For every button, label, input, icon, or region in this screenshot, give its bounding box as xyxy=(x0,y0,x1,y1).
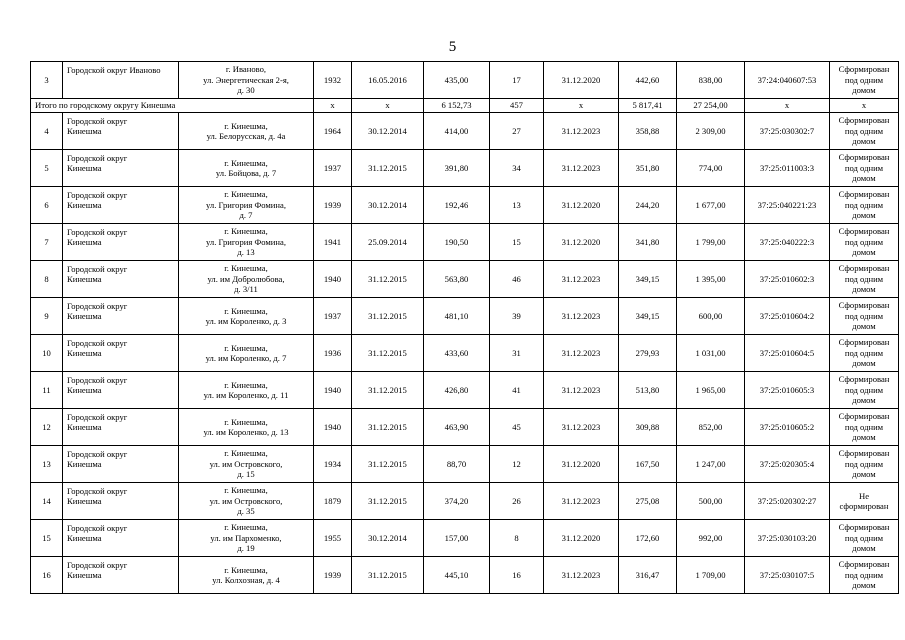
area-cell: 192,46 xyxy=(424,187,490,224)
table-row xyxy=(31,483,899,520)
area-value-cell: 275,08 xyxy=(619,483,677,520)
municipality-cell-line: Городской округ xyxy=(67,560,128,570)
address-cell-line: ул. им Короленко, д. 11 xyxy=(203,390,289,400)
row-number-cell: 5 xyxy=(31,150,63,187)
total-date1-cell: x xyxy=(352,99,424,113)
table-row xyxy=(31,224,899,261)
municipality-cell xyxy=(63,113,179,150)
table-row xyxy=(31,335,899,372)
address-cell xyxy=(179,335,314,372)
address-cell-line: д. 30 xyxy=(237,85,255,96)
land-plot-status-cell-line: под одним xyxy=(844,125,884,136)
address-cell xyxy=(179,62,314,99)
municipality-cell xyxy=(63,187,179,224)
municipality-cell-line: Городской округ xyxy=(67,412,128,422)
land-plot-status-cell-line: домом xyxy=(852,580,876,591)
municipality-cell-line: Городской округ xyxy=(67,338,128,348)
row-number-cell: 12 xyxy=(31,409,63,446)
address-cell-line: д. 13 xyxy=(237,247,255,258)
land-plot-status-cell xyxy=(830,409,899,446)
housing-registry-table xyxy=(30,61,899,594)
table-row xyxy=(31,557,899,594)
land-plot-status-cell-line: Сформирован xyxy=(838,64,890,75)
cost-cell: 1 965,00 xyxy=(677,372,745,409)
residents-cell: 8 xyxy=(490,520,544,557)
cadastral-number-cell: 37:25:010605:3 xyxy=(745,372,830,409)
address-cell-line: г. Иваново, xyxy=(225,64,267,75)
deadline-cell: 31.12.2023 xyxy=(544,261,619,298)
row-number-cell: 14 xyxy=(31,483,63,520)
municipality-cell-line: Кинешма xyxy=(67,200,102,211)
table-row xyxy=(31,187,899,224)
cost-cell: 1 709,00 xyxy=(677,557,745,594)
address-cell-line: ул. им Островского, xyxy=(209,495,283,506)
address-cell-line: г. Кинешма, xyxy=(224,485,268,496)
area-cell: 88,70 xyxy=(424,446,490,483)
date-cell: 31.12.2015 xyxy=(352,372,424,409)
cost-cell: 774,00 xyxy=(677,150,745,187)
land-plot-status-cell-line: домом xyxy=(852,136,876,147)
land-plot-status-cell xyxy=(830,62,899,99)
land-plot-status-cell-line: домом xyxy=(852,543,876,554)
address-cell-line: ул. им Пархоменко, xyxy=(210,532,282,543)
cadastral-number-cell: 37:24:040607:53 xyxy=(745,62,830,99)
row-number-cell: 4 xyxy=(31,113,63,150)
date-cell: 31.12.2015 xyxy=(352,298,424,335)
address-cell-line: ул. им Добролюбова, xyxy=(207,273,285,284)
municipality-cell-line: Кинешма xyxy=(67,496,102,507)
date-cell: 31.12.2015 xyxy=(352,409,424,446)
address-cell-line: д. 3/11 xyxy=(234,284,258,295)
cost-cell: 838,00 xyxy=(677,62,745,99)
municipality-cell xyxy=(63,335,179,372)
land-plot-status-cell-line: Сформирован xyxy=(838,559,890,570)
date-cell: 31.12.2015 xyxy=(352,557,424,594)
date-cell: 31.12.2015 xyxy=(352,150,424,187)
year-built-cell: 1936 xyxy=(314,335,352,372)
municipality-cell-line: Кинешма xyxy=(67,163,102,174)
land-plot-status-cell-line: под одним xyxy=(844,458,884,469)
table-row xyxy=(31,261,899,298)
year-built-cell: 1941 xyxy=(314,224,352,261)
residents-cell: 41 xyxy=(490,372,544,409)
municipality-cell-line: Городской округ xyxy=(67,264,128,274)
year-built-cell: 1879 xyxy=(314,483,352,520)
area-cell: 563,80 xyxy=(424,261,490,298)
cost-cell: 1 677,00 xyxy=(677,187,745,224)
deadline-cell: 31.12.2023 xyxy=(544,372,619,409)
land-plot-status-cell-line: Сформирован xyxy=(838,152,890,163)
cadastral-number-cell: 37:25:011003:3 xyxy=(745,150,830,187)
area-value-cell: 244,20 xyxy=(619,187,677,224)
land-plot-status-cell-line: домом xyxy=(852,469,876,480)
land-plot-status-cell-line: домом xyxy=(852,432,876,443)
municipality-cell-line: Городской округ xyxy=(67,190,128,200)
area-value-cell: 358,88 xyxy=(619,113,677,150)
total-count-cell: 457 xyxy=(490,99,544,113)
municipality-cell-line: Кинешма xyxy=(67,237,102,248)
cadastral-number-cell: 37:25:010604:2 xyxy=(745,298,830,335)
address-cell-line: г. Кинешма, xyxy=(224,448,268,459)
row-number-cell: 13 xyxy=(31,446,63,483)
year-built-cell: 1940 xyxy=(314,372,352,409)
municipality-cell-line: Городской округ xyxy=(67,375,128,385)
residents-cell: 31 xyxy=(490,335,544,372)
land-plot-status-cell-line: под одним xyxy=(844,310,884,321)
address-cell-line: г. Кинешма, xyxy=(224,379,268,390)
area-value-cell: 316,47 xyxy=(619,557,677,594)
address-cell xyxy=(179,261,314,298)
municipality-cell-line: Кинешма xyxy=(67,422,102,433)
deadline-cell: 31.12.2020 xyxy=(544,446,619,483)
land-plot-status-cell-line: под одним xyxy=(844,384,884,395)
cost-cell: 1 247,00 xyxy=(677,446,745,483)
cost-cell: 600,00 xyxy=(677,298,745,335)
address-cell-line: ул. им Короленко, д. 7 xyxy=(205,353,287,363)
residents-cell: 16 xyxy=(490,557,544,594)
deadline-cell: 31.12.2023 xyxy=(544,298,619,335)
address-cell-line: ул. Колхозная, д. 4 xyxy=(212,575,280,585)
land-plot-status-cell-line: домом xyxy=(852,358,876,369)
land-plot-status-cell xyxy=(830,372,899,409)
land-plot-status-cell-line: под одним xyxy=(844,532,884,543)
row-number-cell: 15 xyxy=(31,520,63,557)
municipality-cell-line: Городской округ xyxy=(67,227,128,237)
year-built-cell: 1939 xyxy=(314,187,352,224)
municipality-cell-line: Кинешма xyxy=(67,348,102,359)
municipality-cell-line: Кинешма xyxy=(67,274,102,285)
municipality-cell-line: Кинешма xyxy=(67,459,102,470)
total-val1-cell: 5 817,41 xyxy=(619,99,677,113)
area-value-cell: 309,88 xyxy=(619,409,677,446)
cadastral-number-cell: 37:25:020302:27 xyxy=(745,483,830,520)
area-cell: 463,90 xyxy=(424,409,490,446)
land-plot-status-cell-line: под одним xyxy=(844,273,884,284)
date-cell: 31.12.2015 xyxy=(352,483,424,520)
residents-cell: 15 xyxy=(490,224,544,261)
municipality-cell-line: Кинешма xyxy=(67,533,102,544)
land-plot-status-cell xyxy=(830,261,899,298)
municipality-cell-line: Городской округ xyxy=(67,301,128,311)
area-cell: 445,10 xyxy=(424,557,490,594)
address-cell-line: д. 15 xyxy=(237,469,255,480)
address-cell-line: д. 19 xyxy=(237,543,255,554)
total-row xyxy=(31,99,899,113)
area-value-cell: 349,15 xyxy=(619,298,677,335)
year-built-cell: 1955 xyxy=(314,520,352,557)
municipality-cell xyxy=(63,483,179,520)
area-cell: 190,50 xyxy=(424,224,490,261)
area-cell: 481,10 xyxy=(424,298,490,335)
municipality-cell-line: Кинешма xyxy=(67,385,102,396)
land-plot-status-cell-line: домом xyxy=(852,173,876,184)
address-cell xyxy=(179,113,314,150)
address-cell xyxy=(179,298,314,335)
land-plot-status-cell-line: сформирован xyxy=(839,501,889,511)
deadline-cell: 31.12.2020 xyxy=(544,520,619,557)
land-plot-status-cell-line: Сформирован xyxy=(838,522,890,533)
cost-cell: 1 799,00 xyxy=(677,224,745,261)
deadline-cell: 31.12.2023 xyxy=(544,409,619,446)
address-cell-line: д. 7 xyxy=(239,210,253,221)
cadastral-number-cell: 37:25:030103:20 xyxy=(745,520,830,557)
municipality-cell xyxy=(63,150,179,187)
land-plot-status-cell-line: Сформирован xyxy=(838,337,890,348)
date-cell: 30.12.2014 xyxy=(352,520,424,557)
cost-cell: 852,00 xyxy=(677,409,745,446)
address-cell xyxy=(179,372,314,409)
residents-cell: 27 xyxy=(490,113,544,150)
land-plot-status-cell-line: Не xyxy=(858,490,870,501)
land-plot-status-cell-line: домом xyxy=(852,247,876,258)
residents-cell: 46 xyxy=(490,261,544,298)
municipality-cell xyxy=(63,409,179,446)
year-built-cell: 1940 xyxy=(314,409,352,446)
residents-cell: 12 xyxy=(490,446,544,483)
cadastral-number-cell: 37:25:020305:4 xyxy=(745,446,830,483)
land-plot-status-cell xyxy=(830,224,899,261)
page-number: 5 xyxy=(448,39,457,55)
cadastral-number-cell: 37:25:040222:3 xyxy=(745,224,830,261)
address-cell xyxy=(179,150,314,187)
area-cell: 391,80 xyxy=(424,150,490,187)
municipality-cell-line: Городской округ xyxy=(67,449,128,459)
address-cell-line: ул. Григория Фомина, xyxy=(206,236,286,247)
year-built-cell: 1937 xyxy=(314,298,352,335)
cadastral-number-cell: 37:25:040221:23 xyxy=(745,187,830,224)
land-plot-status-cell-line: под одним xyxy=(844,347,884,358)
municipality-cell-line: Кинешма xyxy=(67,311,102,322)
table-row xyxy=(31,372,899,409)
row-number-cell: 9 xyxy=(31,298,63,335)
cadastral-number-cell: 37:25:030107:5 xyxy=(745,557,830,594)
year-built-cell: 1964 xyxy=(314,113,352,150)
row-number-cell: 10 xyxy=(31,335,63,372)
date-cell: 25.09.2014 xyxy=(352,224,424,261)
residents-cell: 13 xyxy=(490,187,544,224)
deadline-cell: 31.12.2023 xyxy=(544,335,619,372)
address-cell-line: ул. им Короленко, д. 13 xyxy=(203,427,289,437)
municipality-cell-line: Городской округ xyxy=(67,153,128,163)
land-plot-status-cell xyxy=(830,446,899,483)
address-cell-line: г. Кинешма, xyxy=(224,522,268,533)
total-year-cell: x xyxy=(314,99,352,113)
date-cell: 30.12.2014 xyxy=(352,187,424,224)
municipality-cell xyxy=(63,372,179,409)
municipality-cell xyxy=(63,62,179,99)
land-plot-status-cell xyxy=(830,113,899,150)
address-cell-line: ул. Белорусская, д. 4а xyxy=(206,131,286,141)
date-cell: 31.12.2015 xyxy=(352,335,424,372)
date-cell: 31.12.2015 xyxy=(352,446,424,483)
land-plot-status-cell xyxy=(830,150,899,187)
area-value-cell: 172,60 xyxy=(619,520,677,557)
cadastral-number-cell: 37:25:010602:3 xyxy=(745,261,830,298)
area-cell: 414,00 xyxy=(424,113,490,150)
row-number-cell: 11 xyxy=(31,372,63,409)
land-plot-status-cell-line: домом xyxy=(852,321,876,332)
table-body xyxy=(31,62,899,594)
residents-cell: 34 xyxy=(490,150,544,187)
address-cell-line: г. Кинешма, xyxy=(224,226,268,237)
cost-cell: 1 031,00 xyxy=(677,335,745,372)
residents-cell: 39 xyxy=(490,298,544,335)
cadastral-number-cell: 37:25:010604:5 xyxy=(745,335,830,372)
address-cell xyxy=(179,446,314,483)
cadastral-number-cell: 37:25:010605:2 xyxy=(745,409,830,446)
land-plot-status-cell xyxy=(830,187,899,224)
land-plot-status-cell-line: Сформирован xyxy=(838,448,890,459)
area-cell: 433,60 xyxy=(424,335,490,372)
area-value-cell: 341,80 xyxy=(619,224,677,261)
municipality-cell xyxy=(63,520,179,557)
municipality-cell xyxy=(63,446,179,483)
land-plot-status-cell xyxy=(830,520,899,557)
land-plot-status-cell-line: Сформирован xyxy=(838,226,890,237)
municipality-cell xyxy=(63,557,179,594)
municipality-cell xyxy=(63,261,179,298)
deadline-cell: 31.12.2020 xyxy=(544,187,619,224)
total-label: Итого по городскому округу Кинешма xyxy=(31,99,314,113)
year-built-cell: 1932 xyxy=(314,62,352,99)
deadline-cell: 31.12.2020 xyxy=(544,62,619,99)
address-cell xyxy=(179,187,314,224)
table-row xyxy=(31,113,899,150)
cost-cell: 2 309,00 xyxy=(677,113,745,150)
address-cell-line: г. Кинешма, xyxy=(224,157,268,168)
row-number-cell: 6 xyxy=(31,187,63,224)
total-val2-cell: 27 254,00 xyxy=(677,99,745,113)
area-value-cell: 513,80 xyxy=(619,372,677,409)
land-plot-status-cell-line: Сформирован xyxy=(838,300,890,311)
municipality-cell-line: Городской округ xyxy=(67,486,128,496)
land-plot-status-cell-line: под одним xyxy=(844,421,884,432)
land-plot-status-cell-line: под одним xyxy=(844,236,884,247)
land-plot-status-cell-line: под одним xyxy=(844,199,884,210)
address-cell-line: ул. им Короленко, д. 3 xyxy=(205,316,287,326)
address-cell-line: г. Кинешма, xyxy=(224,564,268,575)
land-plot-status-cell-line: домом xyxy=(852,284,876,295)
date-cell: 30.12.2014 xyxy=(352,113,424,150)
area-value-cell: 442,60 xyxy=(619,62,677,99)
address-cell xyxy=(179,483,314,520)
municipality-cell-line: Городской округ Иваново xyxy=(67,65,161,75)
land-plot-status-cell xyxy=(830,483,899,520)
municipality-cell-line: Кинешма xyxy=(67,570,102,581)
table-row xyxy=(31,298,899,335)
municipality-cell-line: Кинешма xyxy=(67,126,102,137)
table-row xyxy=(31,520,899,557)
land-plot-status-cell-line: Сформирован xyxy=(838,115,890,126)
table-row xyxy=(31,446,899,483)
cost-cell: 992,00 xyxy=(677,520,745,557)
total-date2-cell: x xyxy=(544,99,619,113)
total-status-cell: x xyxy=(830,99,899,113)
land-plot-status-cell-line: под одним xyxy=(844,569,884,580)
address-cell-line: д. 35 xyxy=(237,506,255,517)
year-built-cell: 1940 xyxy=(314,261,352,298)
address-cell xyxy=(179,409,314,446)
row-number-cell: 7 xyxy=(31,224,63,261)
area-value-cell: 351,80 xyxy=(619,150,677,187)
land-plot-status-cell-line: домом xyxy=(852,85,876,96)
address-cell-line: г. Кинешма, xyxy=(224,342,268,353)
address-cell-line: ул. им Островского, xyxy=(209,458,283,469)
cost-cell: 1 395,00 xyxy=(677,261,745,298)
address-cell-line: ул. Бойцова, д. 7 xyxy=(215,168,277,178)
municipality-cell xyxy=(63,298,179,335)
land-plot-status-cell-line: под одним xyxy=(844,74,884,85)
area-value-cell: 167,50 xyxy=(619,446,677,483)
address-cell-line: г. Кинешма, xyxy=(224,416,268,427)
deadline-cell: 31.12.2023 xyxy=(544,150,619,187)
address-cell xyxy=(179,557,314,594)
row-number-cell: 3 xyxy=(31,62,63,99)
land-plot-status-cell-line: под одним xyxy=(844,162,884,173)
address-cell-line: г. Кинешма, xyxy=(224,263,268,274)
address-cell xyxy=(179,520,314,557)
address-cell-line: ул. Григория Фомина, xyxy=(206,199,286,210)
land-plot-status-cell-line: Сформирован xyxy=(838,263,890,274)
residents-cell: 17 xyxy=(490,62,544,99)
area-cell: 157,00 xyxy=(424,520,490,557)
deadline-cell: 31.12.2023 xyxy=(544,483,619,520)
deadline-cell: 31.12.2023 xyxy=(544,113,619,150)
address-cell-line: г. Кинешма, xyxy=(224,120,268,131)
land-plot-status-cell xyxy=(830,298,899,335)
land-plot-status-cell-line: домом xyxy=(852,210,876,221)
table-row xyxy=(31,150,899,187)
date-cell: 31.12.2015 xyxy=(352,261,424,298)
deadline-cell: 31.12.2023 xyxy=(544,557,619,594)
area-value-cell: 349,15 xyxy=(619,261,677,298)
land-plot-status-cell xyxy=(830,557,899,594)
address-cell-line: г. Кинешма, xyxy=(224,305,268,316)
total-area-cell: 6 152,73 xyxy=(424,99,490,113)
land-plot-status-cell-line: Сформирован xyxy=(838,411,890,422)
area-value-cell: 279,93 xyxy=(619,335,677,372)
municipality-cell-line: Городской округ xyxy=(67,116,128,126)
row-number-cell: 8 xyxy=(31,261,63,298)
year-built-cell: 1939 xyxy=(314,557,352,594)
total-cad-cell: x xyxy=(745,99,830,113)
cost-cell: 500,00 xyxy=(677,483,745,520)
residents-cell: 45 xyxy=(490,409,544,446)
land-plot-status-cell-line: Сформирован xyxy=(838,374,890,385)
address-cell-line: г. Кинешма, xyxy=(224,189,268,200)
deadline-cell: 31.12.2020 xyxy=(544,224,619,261)
table-row xyxy=(31,62,899,99)
land-plot-status-cell-line: домом xyxy=(852,395,876,406)
year-built-cell: 1937 xyxy=(314,150,352,187)
address-cell-line: ул. Энергетическая 2-я, xyxy=(203,74,289,85)
area-cell: 435,00 xyxy=(424,62,490,99)
municipality-cell-line: Городской округ xyxy=(67,523,128,533)
land-plot-status-cell-line: Сформирован xyxy=(838,189,890,200)
date-cell: 16.05.2016 xyxy=(352,62,424,99)
year-built-cell: 1934 xyxy=(314,446,352,483)
residents-cell: 26 xyxy=(490,483,544,520)
row-number-cell: 16 xyxy=(31,557,63,594)
municipality-cell xyxy=(63,224,179,261)
area-cell: 426,80 xyxy=(424,372,490,409)
area-cell: 374,20 xyxy=(424,483,490,520)
address-cell xyxy=(179,224,314,261)
cadastral-number-cell: 37:25:030302:7 xyxy=(745,113,830,150)
land-plot-status-cell xyxy=(830,335,899,372)
table-row xyxy=(31,409,899,446)
